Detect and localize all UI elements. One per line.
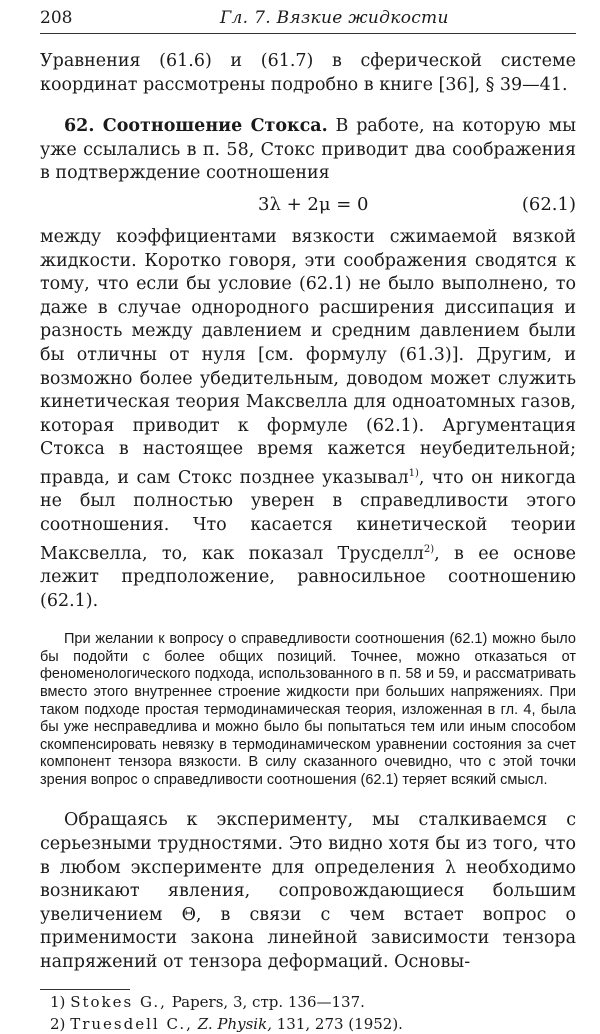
footnote-1-mark: 1) xyxy=(50,992,66,1011)
section-lead: В работе, на которую мы уже ссылались в п. 58, Стокс приводит два соображения в подтверждение соотношения xyxy=(40,116,577,184)
running-title: Гл. 7. Вязкие жидкости xyxy=(220,8,449,28)
intro-paragraph: Уравнения (61.6) и (61.7) в сферической системе координат рассмотрены подробно в книге [36], § 39—41. xyxy=(40,51,576,95)
small-print-paragraph: При желании к вопросу о справедливости соотношения (62.1) можно было бы подойти с более общих позиций. Точнее, можно отказаться от феноменологического подхода, использованного в п. 58 и 59, и рассматривать вместо этого внутреннее строение жидкости при больших напряжениях. При таком подходе простая термодинамическая теория, изложенная в гл. 4, была бы уже несправедлива и можно было бы попытаться тем или иным способом скомпенсировать невязку в термодинамическом уравнении состояния за счет компонент тензора вязкости. В силу сказанного очевидно, что с этой точки зрения вопрос о справедливости соотношения (62.1) теряет всякий смысл. xyxy=(40,631,576,788)
footnote-1-author: Stokes G., xyxy=(70,992,167,1011)
main-paragraph xyxy=(40,226,576,613)
footnote-ref-2[interactable]: 2) xyxy=(423,543,435,555)
footnote-2-rest: 131, 273 (1952). xyxy=(271,1014,403,1033)
equation-expression: 3λ + 2μ = 0 xyxy=(258,193,369,215)
main-text-2: , что он никогда не был полностью уверен в справедливости этого соотношения. Что касается кинетической теории Максвелла, то, как показал Трусделл xyxy=(40,467,576,564)
header-rule xyxy=(40,33,576,34)
equation xyxy=(40,188,576,226)
page-header xyxy=(40,6,576,36)
main-text-3: , в ее основе лежит предположение, равносильное соотношению (62.1). xyxy=(40,543,577,611)
section-title: 62. Соотношение Стокса. xyxy=(64,116,328,137)
equation-number: (62.1) xyxy=(521,193,576,215)
last-paragraph: Обращаясь к эксперименту, мы сталкиваемся с серьезными трудностями. Это видно хотя бы из того, что в любом эксперименте для определения λ необходимо возникают явления, сопровождающиеся большим увеличением Θ, в связи с чем встает вопрос о применимости закона линейной зависимости тензора напряжений от тензора деформаций. Основы- xyxy=(40,810,576,973)
page-number: 208 xyxy=(40,8,73,28)
footnote-rule xyxy=(40,989,130,990)
footnote-2 xyxy=(50,1015,576,1034)
footnote-2-author: Truesdell C., xyxy=(70,1014,193,1033)
footnote-2-journal: Z. Physik, xyxy=(192,1014,272,1033)
footnote-1 xyxy=(50,993,576,1012)
footnote-2-mark: 2) xyxy=(50,1014,66,1033)
footnote-1-rest: Papers, 3, стр. 136—137. xyxy=(166,992,365,1011)
footnote-ref-1[interactable]: 1) xyxy=(408,467,419,479)
section-paragraph xyxy=(40,115,576,186)
page xyxy=(40,6,576,1034)
main-text-1: между коэффициентами вязкости сжимаемой вязкой жидкости. Коротко говоря, эти соображения сводятся к тому, что если бы условие (62.1) не было выполнено, то даже в случае однородного расширения диссипация и разность между давлением и средним давлением были бы отличны от нуля [см. формулу (61.3)]. Другим, и возможно более убедительным, доводом может служить кинетическая теория Максвелла для одноатомных газов, которая приводит к формуле (62.1). Аргументация Стокса в настоящее время кажется неубедительной; правда, и сам Стокс позднее указывал xyxy=(40,226,576,488)
